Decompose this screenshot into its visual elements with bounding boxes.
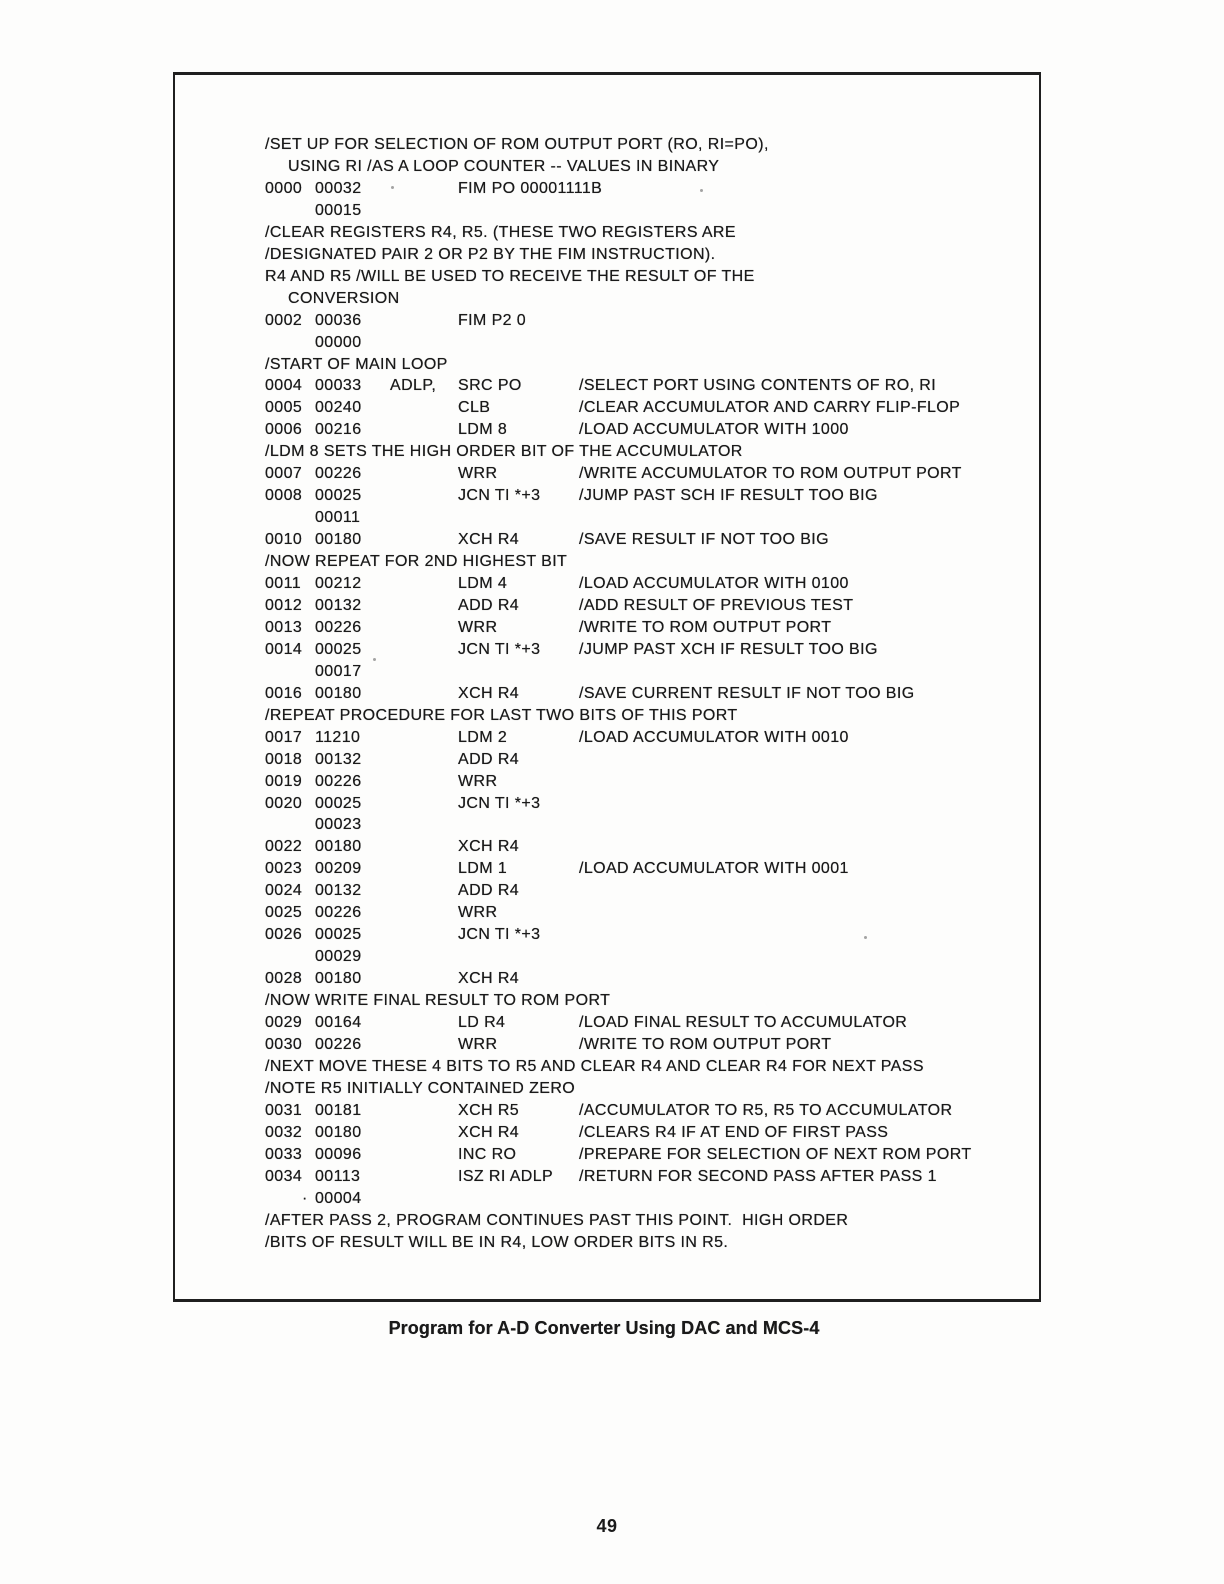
comment-text: /WRITE TO ROM OUTPUT PORT (579, 1035, 832, 1053)
object-code: 00226 (315, 904, 362, 922)
object-code: 00180 (315, 838, 362, 856)
program-listing-box (173, 72, 1041, 1302)
listing-line (175, 991, 1039, 1013)
listing-line (175, 289, 1039, 311)
comment-text: /LDM 8 SETS THE HIGH ORDER BIT OF THE ACCUMULATOR (265, 443, 743, 461)
comment-text: R4 AND R5 /WILL BE USED TO RECEIVE THE RESULT OF THE (265, 267, 755, 285)
listing-line (175, 486, 1039, 508)
object-code: 00132 (315, 882, 362, 900)
listing-line (175, 157, 1039, 179)
comment-text: /SAVE CURRENT RESULT IF NOT TOO BIG (579, 684, 915, 702)
object-code: 00181 (315, 1101, 362, 1119)
object-code-continuation: 00015 (315, 201, 362, 219)
mnemonic: LDM 4 (458, 575, 508, 592)
object-code: 00036 (315, 311, 362, 329)
object-code: 00226 (315, 465, 362, 483)
address: 0025 (265, 904, 303, 922)
listing-line (175, 772, 1039, 794)
object-code: 00113 (315, 1167, 361, 1185)
comment-text: /PREPARE FOR SELECTION OF NEXT ROM PORT (579, 1145, 972, 1163)
comment-text: /JUMP PAST SCH IF RESULT TOO BIG (579, 487, 878, 505)
address: 0029 (265, 1014, 303, 1031)
listing-line (175, 508, 1039, 530)
listing-line (175, 859, 1039, 881)
listing-line (175, 925, 1039, 947)
listing-line (175, 398, 1039, 420)
address: 0024 (265, 882, 303, 900)
object-code: 11210 (315, 728, 361, 746)
address: 0013 (265, 618, 303, 636)
scan-speck (700, 189, 703, 192)
comment-text: /NEXT MOVE THESE 4 BITS TO R5 AND CLEAR R4 AND CLEAR R4 FOR NEXT PASS (265, 1057, 924, 1075)
comment-text: /CLEARS R4 IF AT END OF FIRST PASS (579, 1123, 889, 1141)
object-code: 00132 (315, 750, 362, 768)
mnemonic: WRR (458, 465, 498, 483)
listing-line (175, 442, 1039, 464)
scan-speck (391, 186, 394, 189)
address: 0010 (265, 531, 303, 549)
listing-line (175, 552, 1039, 574)
address: 0006 (265, 421, 303, 439)
page-number: 49 (596, 1516, 618, 1536)
mnemonic: XCH R4 (458, 531, 520, 549)
listing-line (175, 596, 1039, 618)
address: 0016 (265, 684, 303, 702)
comment-text: /NOTE R5 INITIALLY CONTAINED ZERO (265, 1079, 576, 1097)
address: 0030 (265, 1035, 303, 1053)
object-code-continuation: 00029 (315, 948, 362, 966)
comment-text: /NOW REPEAT FOR 2ND HIGHEST BIT (265, 553, 568, 571)
address: 0026 (265, 926, 303, 944)
comment-text: /DESIGNATED PAIR 2 OR P2 BY THE FIM INSTRUCTION). (265, 245, 716, 263)
listing-line (175, 662, 1039, 684)
object-code: 00025 (315, 926, 362, 944)
scan-speck (864, 936, 867, 939)
address: 0032 (265, 1123, 303, 1141)
listing-line (175, 135, 1039, 157)
listing-line (175, 1035, 1039, 1057)
listing-line (175, 728, 1039, 750)
listing-line (175, 618, 1039, 640)
comment-text: /ADD RESULT OF PREVIOUS TEST (579, 596, 854, 614)
mnemonic: JCN TI *+3 (458, 926, 541, 944)
mnemonic: LD R4 (458, 1014, 506, 1031)
address: 0002 (265, 311, 303, 329)
listing-line (175, 1233, 1039, 1255)
listing-line (175, 1013, 1039, 1035)
listing-line (175, 881, 1039, 903)
mnemonic: ISZ RI ADLP (458, 1167, 554, 1185)
listing-line (175, 201, 1039, 223)
mnemonic: XCH R4 (458, 684, 520, 702)
mnemonic: SRC PO (458, 377, 522, 395)
listing-line (175, 333, 1039, 355)
listing-line (175, 355, 1039, 377)
listing-line (175, 1079, 1039, 1101)
mnemonic: LDM 1 (458, 860, 508, 878)
listing-line (175, 1057, 1039, 1079)
mnemonic: XCH R4 (458, 1123, 520, 1141)
listing-line (175, 815, 1039, 837)
mnemonic: LDM 2 (458, 728, 508, 746)
address: 0004 (265, 377, 303, 395)
address: 0034 (265, 1167, 303, 1185)
figure-caption-wrap (0, 1318, 1208, 1339)
object-code: 00032 (315, 179, 362, 197)
mnemonic: WRR (458, 1035, 498, 1053)
address: 0018 (265, 750, 303, 768)
comment-text: /REPEAT PROCEDURE FOR LAST TWO BITS OF THIS PORT (265, 706, 738, 724)
address: 0008 (265, 487, 303, 505)
page-number-wrap (0, 1516, 1214, 1537)
comment-text: /CLEAR REGISTERS R4, R5. (THESE TWO REGISTERS ARE (265, 223, 736, 241)
object-code-continuation: 00023 (315, 816, 362, 834)
comment-text: /LOAD ACCUMULATOR WITH 0100 (579, 575, 849, 592)
object-code: 00209 (315, 860, 362, 878)
object-code: 00180 (315, 1123, 362, 1141)
address: 0005 (265, 399, 303, 417)
address: 0023 (265, 860, 303, 878)
listing-line (175, 837, 1039, 859)
mnemonic: JCN TI *+3 (458, 487, 541, 505)
listing-line (175, 969, 1039, 991)
comment-text: /SELECT PORT USING CONTENTS OF RO, RI (579, 377, 937, 395)
scan-speck (373, 658, 376, 661)
address: 0017 (265, 728, 303, 746)
object-code: 00164 (315, 1014, 362, 1031)
comment-text: /AFTER PASS 2, PROGRAM CONTINUES PAST THIS POINT. HIGH ORDER (265, 1211, 849, 1229)
mnemonic: ADD R4 (458, 596, 520, 614)
comment-text: /WRITE TO ROM OUTPUT PORT (579, 618, 832, 636)
comment-text: /WRITE ACCUMULATOR TO ROM OUTPUT PORT (579, 465, 962, 483)
object-code: 00226 (315, 1035, 362, 1053)
address: 0031 (265, 1101, 303, 1119)
mnemonic: INC RO (458, 1145, 517, 1163)
address: 0014 (265, 640, 303, 658)
object-code: 00025 (315, 640, 362, 658)
object-code: 00212 (315, 575, 362, 592)
listing-line (175, 245, 1039, 267)
object-code: 00180 (315, 531, 362, 549)
address: 0019 (265, 772, 303, 790)
listing-line (175, 1123, 1039, 1145)
object-code: 00096 (315, 1145, 362, 1163)
listing-line (175, 420, 1039, 442)
mnemonic: WRR (458, 904, 498, 922)
mnemonic: JCN TI *+3 (458, 640, 541, 658)
comment-text: /LOAD ACCUMULATOR WITH 0010 (579, 728, 849, 746)
comment-text: /SAVE RESULT IF NOT TOO BIG (579, 531, 829, 549)
address: 0033 (265, 1145, 303, 1163)
mnemonic: ADD R4 (458, 750, 520, 768)
listing-line (175, 640, 1039, 662)
listing-line (175, 530, 1039, 552)
address: 0011 (265, 575, 302, 592)
comment-text: /LOAD ACCUMULATOR WITH 0001 (579, 860, 849, 878)
mnemonic: FIM P2 0 (458, 311, 527, 329)
mnemonic: LDM 8 (458, 421, 508, 439)
address: 0028 (265, 970, 303, 988)
label: ADLP, (390, 377, 437, 395)
comment-text: /SET UP FOR SELECTION OF ROM OUTPUT PORT (RO, RI=PO), (265, 136, 769, 153)
listing-line (175, 1189, 1039, 1211)
listing-line (175, 1211, 1039, 1233)
listing-line (175, 750, 1039, 772)
object-code-continuation: 00011 (315, 509, 361, 527)
stray-dot: · (302, 1189, 308, 1207)
object-code-continuation: 00017 (315, 662, 362, 680)
comment-text: /BITS OF RESULT WILL BE IN R4, LOW ORDER BITS IN R5. (265, 1233, 729, 1251)
listing-line (175, 706, 1039, 728)
object-code: 00180 (315, 970, 362, 988)
program-listing (175, 75, 1039, 1299)
address: 0012 (265, 596, 303, 614)
mnemonic: FIM PO 00001111B (458, 179, 603, 197)
listing-line (175, 1167, 1039, 1189)
listing-line (175, 311, 1039, 333)
comment-text: /LOAD FINAL RESULT TO ACCUMULATOR (579, 1014, 908, 1031)
address: 0020 (265, 794, 303, 812)
listing-line (175, 947, 1039, 969)
comment-text: /START OF MAIN LOOP (265, 355, 448, 373)
object-code: 00226 (315, 618, 362, 636)
object-code: 00033 (315, 377, 362, 395)
object-code: 00240 (315, 399, 362, 417)
comment-text: /LOAD ACCUMULATOR WITH 1000 (579, 421, 849, 439)
address: 0007 (265, 465, 303, 483)
object-code: 00025 (315, 794, 362, 812)
listing-line (175, 223, 1039, 245)
listing-line (175, 1145, 1039, 1167)
listing-line (175, 574, 1039, 596)
comment-text: /CLEAR ACCUMULATOR AND CARRY FLIP-FLOP (579, 399, 961, 417)
mnemonic: WRR (458, 772, 498, 790)
object-code-continuation: 00004 (315, 1189, 362, 1207)
object-code: 00216 (315, 421, 362, 439)
comment-text: /JUMP PAST XCH IF RESULT TOO BIG (579, 640, 878, 658)
mnemonic: XCH R4 (458, 838, 520, 856)
mnemonic: XCH R5 (458, 1101, 520, 1119)
comment-text-indented: CONVERSION (288, 289, 400, 307)
listing-line (175, 1101, 1039, 1123)
listing-line (175, 464, 1039, 486)
object-code-continuation: 00000 (315, 333, 362, 351)
listing-line (175, 179, 1039, 201)
object-code: 00025 (315, 487, 362, 505)
listing-line (175, 903, 1039, 925)
comment-text: /ACCUMULATOR TO R5, R5 TO ACCUMULATOR (579, 1101, 953, 1119)
mnemonic: JCN TI *+3 (458, 794, 541, 812)
listing-line (175, 684, 1039, 706)
object-code: 00180 (315, 684, 362, 702)
mnemonic: ADD R4 (458, 882, 520, 900)
listing-line (175, 267, 1039, 289)
mnemonic: WRR (458, 618, 498, 636)
address: 0000 (265, 179, 303, 197)
object-code: 00226 (315, 772, 362, 790)
comment-text: /RETURN FOR SECOND PASS AFTER PASS 1 (579, 1167, 937, 1185)
address: 0022 (265, 838, 303, 856)
mnemonic: XCH R4 (458, 970, 520, 988)
figure-caption: Program for A-D Converter Using DAC and MCS-4 (388, 1318, 820, 1338)
comment-text: /NOW WRITE FINAL RESULT TO ROM PORT (265, 992, 611, 1010)
comment-text-indented: USING RI /AS A LOOP COUNTER -- VALUES IN BINARY (288, 157, 720, 175)
listing-line (175, 794, 1039, 816)
mnemonic: CLB (458, 399, 491, 417)
object-code: 00132 (315, 596, 362, 614)
listing-line (175, 376, 1039, 398)
